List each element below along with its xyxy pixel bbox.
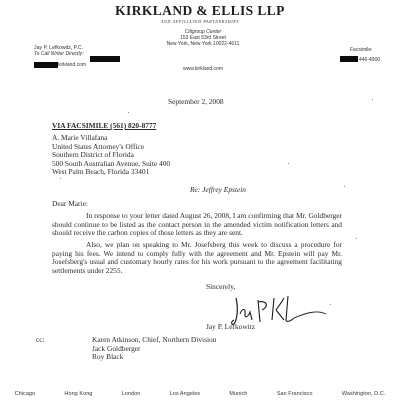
cc-item: Roy Black bbox=[92, 352, 124, 362]
recipient-address bbox=[52, 134, 170, 177]
paragraph-2-text: Also, we plan on speaking to Mr. Josefsberg this week to discuss a procedure for paying his fees. We intend to comply fully with the agreement and Mr. Epstein will pay Mr. Josefsberg's usual and customary hourly rates for his work pursuant to the agreement facilitating settlements under 2255. bbox=[52, 240, 342, 275]
office-item: Washington, D.C. bbox=[341, 391, 386, 397]
office-item: San Francisco bbox=[276, 391, 313, 397]
firm-website: www.kirkland.com bbox=[182, 66, 223, 72]
office-item: London bbox=[121, 391, 141, 397]
address-line-building: Citigroup Center bbox=[184, 29, 222, 35]
cc-list bbox=[92, 336, 216, 362]
paragraph-1 bbox=[52, 212, 342, 238]
cc-item: Karen Atkinson, Chief, Northern Division bbox=[92, 335, 217, 344]
sender-email-suffix: kirkland.com bbox=[58, 62, 87, 68]
redacted-phone bbox=[90, 56, 120, 62]
fax-number-suffix: 446-4900 bbox=[359, 57, 381, 63]
paragraph-1-text: In response to your letter dated August 26, 2008, I am confirming that Mr. Goldberger should continue to be listed as the contact person in the amended victim notification letters and should receive the carbon copies of those letters as they are sent. bbox=[52, 211, 342, 238]
re-subject: Jeffrey Epstein bbox=[202, 185, 246, 194]
letter-date: September 2, 2008 bbox=[168, 97, 224, 106]
scan-speck bbox=[356, 238, 357, 239]
firm-subtitle: AND AFFILIATED PARTNERSHIPS bbox=[160, 19, 240, 24]
address-line-street: 153 East 53rd Street bbox=[180, 35, 226, 41]
office-item: Hong Kong bbox=[64, 391, 93, 397]
scan-speck bbox=[372, 99, 373, 100]
recipient-office: United States Attorney's Office bbox=[52, 141, 145, 151]
office-item: Munich bbox=[229, 391, 248, 397]
cc-label: cc: bbox=[36, 335, 45, 344]
signer-name: Jay P. Lefkowitz bbox=[206, 322, 256, 331]
sender-name: Jay P. Lefkowitz, P.C. bbox=[34, 45, 84, 51]
scan-speck bbox=[60, 178, 61, 179]
redacted-fax bbox=[340, 56, 358, 62]
scan-speck bbox=[330, 304, 331, 305]
office-item: Chicago bbox=[14, 391, 36, 397]
scan-speck bbox=[128, 112, 129, 113]
office-locations bbox=[0, 391, 400, 397]
recipient-city: West Palm Beach, Florida 33401 bbox=[52, 167, 150, 177]
firm-name: KIRKLAND & ELLIS LLP bbox=[115, 3, 285, 18]
salutation: Dear Marie: bbox=[52, 199, 88, 208]
address-line-city: New York, New York 10022-4611 bbox=[166, 41, 240, 47]
sender-dial-label: To Call Writer Directly: bbox=[34, 51, 84, 57]
recipient-street: 500 South Australian Avenue, Suite 400 bbox=[52, 158, 171, 168]
scan-speck bbox=[288, 163, 289, 164]
sender-block bbox=[34, 45, 84, 57]
via-facsimile: VIA FACSIMILE (561) 820-8777 bbox=[52, 121, 157, 130]
recipient-district: Southern District of Florida bbox=[52, 150, 134, 160]
fax-label: Facsimile: bbox=[350, 47, 373, 53]
redacted-email bbox=[34, 62, 58, 68]
firm-address bbox=[148, 29, 258, 47]
paragraph-2 bbox=[52, 241, 342, 275]
re-label: Re: bbox=[190, 185, 201, 194]
re-line bbox=[190, 186, 246, 195]
office-item: Los Angeles bbox=[169, 391, 201, 397]
scan-speck bbox=[344, 186, 345, 187]
cc-item: Jack Goldberger bbox=[92, 343, 141, 353]
closing: Sincerely, bbox=[206, 282, 236, 291]
recipient-name: A. Marie Villafana bbox=[52, 133, 108, 142]
